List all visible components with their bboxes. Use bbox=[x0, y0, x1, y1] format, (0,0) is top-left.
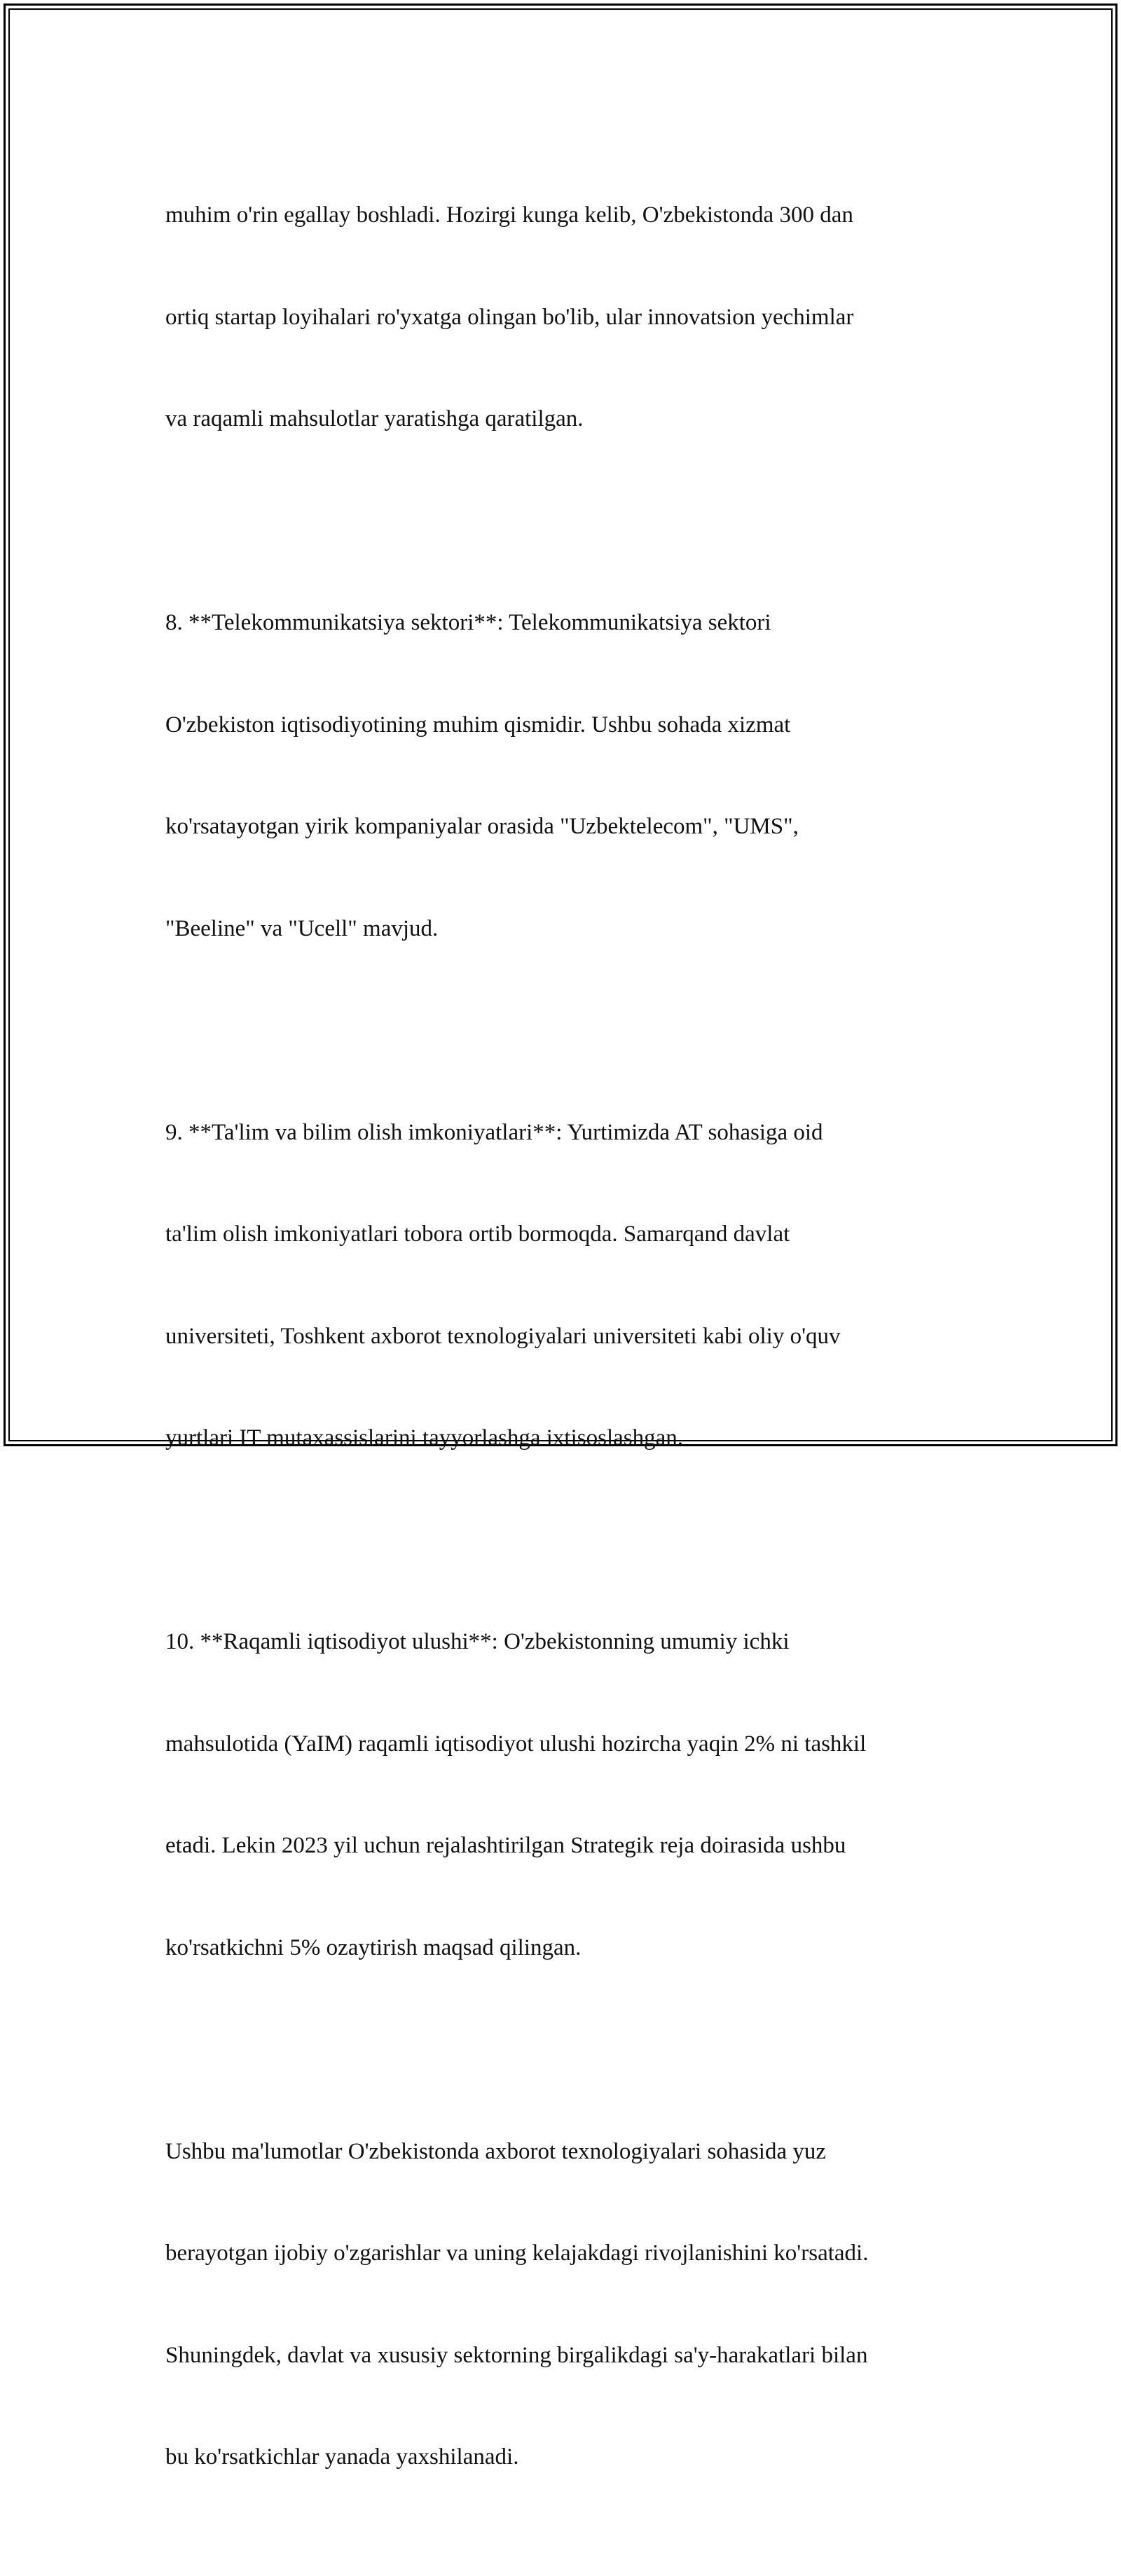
text-line: Ushbu ma'lumotlar O'zbekistonda axborot texnologiyalari sohasida yuz bbox=[165, 2138, 827, 2164]
paragraph-telecom bbox=[165, 538, 957, 1013]
paragraph-conclusion bbox=[165, 2067, 957, 2542]
text-line: 8. **Telekommunikatsiya sektori**: Telekommunikatsiya sektori bbox=[165, 610, 771, 635]
text-line: va raqamli mahsulotlar yaratishga qaratilgan. bbox=[165, 406, 584, 431]
text-line: O'zbekiston iqtisodiyotining muhim qismidir. Ushbu sohada xizmat bbox=[165, 712, 791, 738]
text-line: berayotgan ijobiy o'zgarishlar va uning kelajakdagi rivojlanishini ko'rsatadi. bbox=[165, 2241, 869, 2266]
paragraph-education bbox=[165, 1048, 957, 1523]
text-line: "Beeline" va "Ucell" mavjud. bbox=[165, 915, 439, 941]
text-line: bu ko'rsatkichlar yanada yaxshilanadi. bbox=[165, 2444, 519, 2470]
text-line: universiteti, Toshkent axborot texnologiyalari universiteti kabi oliy o'quv bbox=[165, 1323, 841, 1349]
text-line: yurtlari IT mutaxassislarini tayyorlashga ixtisoslashgan. bbox=[165, 1425, 684, 1450]
text-line: 9. **Ta'lim va bilim olish imkoniyatlari**: Yurtimizda AT sohasiga oid bbox=[165, 1119, 823, 1145]
document-body bbox=[165, 130, 957, 2576]
text-line: ta'lim olish imkoniyatlari tobora ortib bormoqda. Samarqand davlat bbox=[165, 1221, 790, 1247]
text-line: Shuningdek, davlat va xususiy sektorning birgalikdagi sa'y-harakatlari bilan bbox=[165, 2342, 868, 2368]
text-line: ko'rsatayotgan yirik kompaniyalar orasida "Uzbektelecom", "UMS", bbox=[165, 814, 799, 839]
text-line: ortiq startap loyihalari ro'yxatga olingan bo'lib, ular innovatsion yechimlar bbox=[165, 304, 854, 330]
text-line: mahsulotida (YaIM) raqamli iqtisodiyot ulushi hozircha yaqin 2% ni tashkil bbox=[165, 1731, 867, 1757]
paragraph-digital-economy bbox=[165, 1557, 957, 2033]
text-line: ko'rsatkichni 5% ozaytirish maqsad qilingan. bbox=[165, 1934, 582, 1960]
text-line: etadi. Lekin 2023 yil uchun rejalashtirilgan Strategik reja doirasida ushbu bbox=[165, 1833, 846, 1858]
text-line: muhim o'rin egallay boshladi. Hozirgi kunga kelib, O'zbekistonda 300 dan bbox=[165, 202, 853, 228]
text-line: 10. **Raqamli iqtisodiyot ulushi**: O'zbekistonning umumiy ichki bbox=[165, 1629, 790, 1654]
paragraph-startups bbox=[165, 130, 957, 504]
